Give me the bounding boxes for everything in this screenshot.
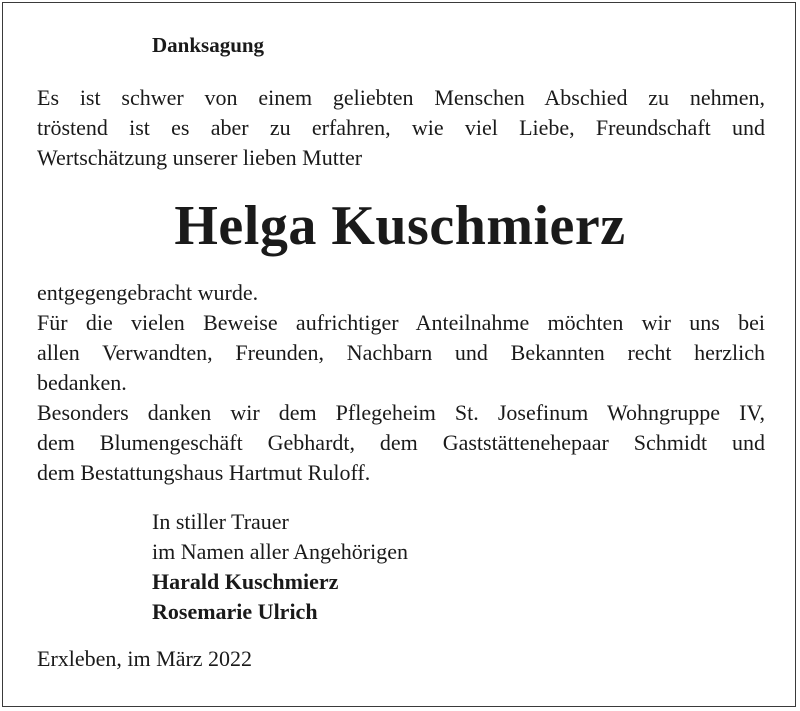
signature-name: Rosemarie Ulrich: [152, 599, 318, 624]
body-line: dem Bestattungshaus Hartmut Ruloff.: [37, 460, 371, 485]
body-line: dem Blumengeschäft Gebhardt, dem Gaststättenehepaar Schmidt und: [37, 430, 765, 455]
deceased-name: Helga Kuschmierz: [174, 195, 626, 257]
body-line: allen Verwandten, Freunden, Nachbarn und Bekannten recht herzlich: [37, 340, 765, 365]
body-line: Besonders danken wir dem Pflegeheim St. Josefinum Wohngruppe IV,: [37, 400, 765, 425]
body-paragraph: [37, 278, 765, 488]
intro-line: Wertschätzung unserer lieben Mutter: [37, 145, 363, 170]
body-line: Für die vielen Beweise aufrichtiger Anteilnahme möchten wir uns bei: [37, 310, 765, 335]
intro-line: tröstend ist es aber zu erfahren, wie viel Liebe, Freundschaft und: [37, 115, 765, 140]
notice-heading: Danksagung: [152, 33, 265, 57]
intro-line: Es ist schwer von einem geliebten Menschen Abschied zu nehmen,: [37, 85, 765, 110]
place-date: Erxleben, im März 2022: [37, 646, 253, 671]
signature-block: [152, 507, 408, 627]
body-line: bedanken.: [37, 370, 127, 395]
signature-line: In stiller Trauer: [152, 509, 289, 534]
body-line: entgegengebracht wurde.: [37, 280, 259, 305]
signature-name: Harald Kuschmierz: [152, 569, 339, 594]
intro-paragraph: [37, 83, 765, 173]
signature-line: im Namen aller Angehörigen: [152, 539, 408, 564]
